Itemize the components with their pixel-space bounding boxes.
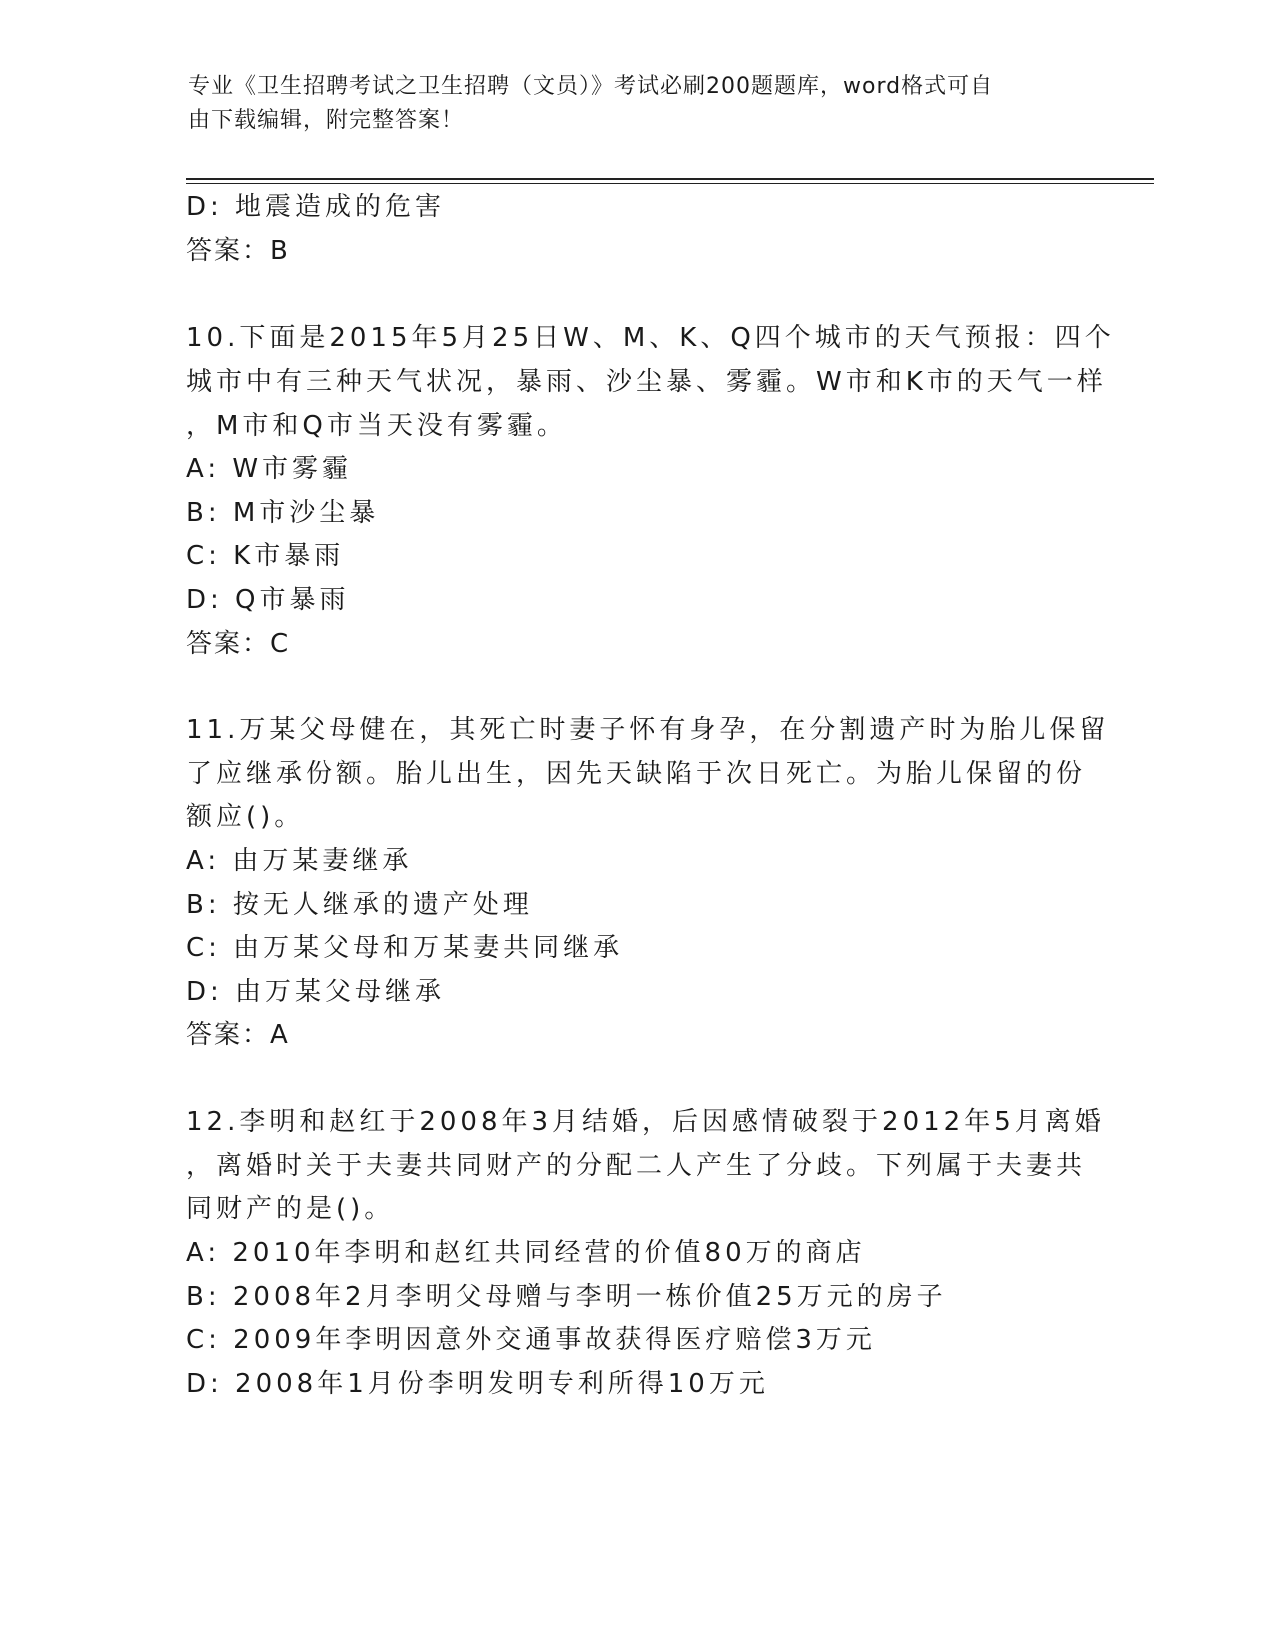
q10-option-c: C: K市暴雨 — [186, 541, 345, 571]
q10-stem-line-1: 10.下面是2015年5月25日W、M、K、Q四个城市的天气预报：四个 — [186, 323, 1115, 353]
q12-stem-line-3: 同财产的是()。 — [186, 1194, 395, 1224]
q11-option-d: D: 由万某父母继承 — [186, 977, 446, 1007]
header-line-1: 专业《卫生招聘考试之卫生招聘（文员）》考试必刷200题题库，word格式可自 — [188, 74, 994, 99]
header-divider — [186, 178, 1154, 180]
q11-option-b: B: 按无人继承的遗产处理 — [186, 890, 533, 920]
prev-answer: 答案：B — [186, 236, 290, 266]
q10-option-a: A: W市雾霾 — [186, 454, 353, 484]
q10-answer: 答案：C — [186, 629, 291, 659]
q12-option-a: A: 2010年李明和赵红共同经营的价值80万的商店 — [186, 1238, 866, 1268]
q12-option-d: D: 2008年1月份李明发明专利所得10万元 — [186, 1369, 769, 1399]
q10-option-b: B: M市沙尘暴 — [186, 498, 380, 528]
q10-option-d: D: Q市暴雨 — [186, 585, 350, 615]
q12-option-b: B: 2008年2月李明父母赠与李明一栋价值25万元的房子 — [186, 1282, 947, 1312]
q12-stem-line-1: 12.李明和赵红于2008年3月结婚，后因感情破裂于2012年5月离婚 — [186, 1107, 1105, 1137]
q10-stem-line-3: ，M市和Q市当天没有雾霾。 — [186, 411, 567, 441]
q11-stem-line-3: 额应()。 — [186, 802, 305, 832]
document-header — [188, 70, 1068, 138]
q11-stem-line-1: 11.万某父母健在，其死亡时妻子怀有身孕，在分割遗产时为胎儿保留 — [186, 715, 1110, 745]
q11-answer: 答案：A — [186, 1020, 290, 1050]
q11-stem-line-2: 了应继承份额。胎儿出生，因先天缺陷于次日死亡。为胎儿保留的份 — [186, 759, 1087, 789]
header-divider-thin — [186, 183, 1154, 184]
prev-option-d: D: 地震造成的危害 — [186, 192, 446, 222]
q10-stem-line-2: 城市中有三种天气状况，暴雨、沙尘暴、雾霾。W市和K市的天气一样 — [186, 367, 1107, 397]
q11-option-c: C: 由万某父母和万某妻共同继承 — [186, 933, 624, 963]
q11-option-a: A: 由万某妻继承 — [186, 846, 413, 876]
q12-stem-line-2: ，离婚时关于夫妻共同财产的分配二人产生了分歧。下列属于夫妻共 — [186, 1151, 1087, 1181]
q12-option-c: C: 2009年李明因意外交通事故获得医疗赔偿3万元 — [186, 1325, 876, 1355]
header-line-2: 由下载编辑，附完整答案！ — [188, 108, 465, 133]
